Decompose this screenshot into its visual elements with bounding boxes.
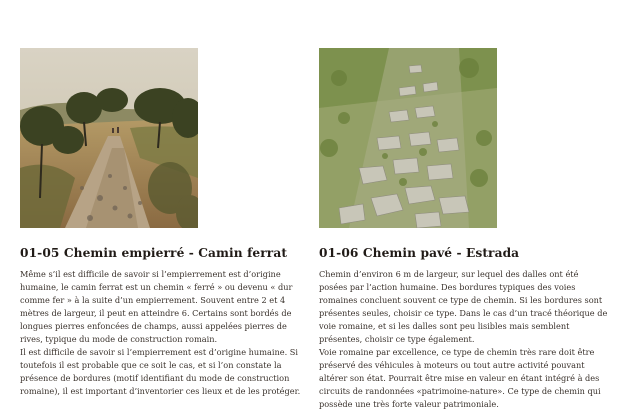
- paved-road-photo: [319, 48, 497, 228]
- photo-chemin-empierre: [20, 48, 198, 228]
- section-body: [319, 268, 609, 411]
- section-body: [20, 268, 312, 398]
- paragraph: Chemin d’environ 6 m de largeur, sur lequel des dalles ont été posées par l’action humaine. Des bordures typiques des voies romaines concluent souvent ce type de chemin. Si les bordures sont présentes seules, choisir ce type. Dans le cas d’un tracé théorique de voie romaine, et si les dalles sont peu lisibles mais semblent présentes, choisir ce type également.: [319, 269, 608, 344]
- section-title: 01-05 Chemin empierré - Camin ferrat: [20, 246, 288, 260]
- paragraph: Voie romaine par excellence, ce type de chemin très rare doit être préservé des véhicules à moteurs ou tout autre activité pouvant altérer son état. Pourrait être mise en valeur en étant intégré à des circuits de randonnées «patrimoine-nature». Ce type de chemin qui possède une très forte valeur patrimoniale.: [319, 347, 601, 409]
- section-chemin-empierre: [20, 48, 312, 398]
- paragraph: Il est difficile de savoir si l’empierrement est d’origine humaine. Si toutefois il est probable que ce soit le cas, et si l’on constate la présence de bordures (motif identifiant du mode de construction romaine), il est important d’inventorier ces lieux et de les protéger.: [20, 347, 301, 396]
- photo-chemin-pave: [319, 48, 497, 228]
- stony-path-photo: [20, 48, 198, 228]
- paragraph: Même s’il est difficile de savoir si l’empierrement est d’origine humaine, le camin ferrat est un chemin « ferré » ou devenu « dur comme fer » à la suite d’un empierrement. Souvent entre 2 et 4 mètres de largeur, il peut en atteindre 6. Certains sont bordés de longues pierres enfoncées de champs, aussi appelées pierres de rives, typique du mode de construction romain.: [20, 269, 293, 344]
- section-title: 01-06 Chemin pavé - Estrada: [319, 246, 520, 260]
- section-chemin-pave: [319, 48, 609, 411]
